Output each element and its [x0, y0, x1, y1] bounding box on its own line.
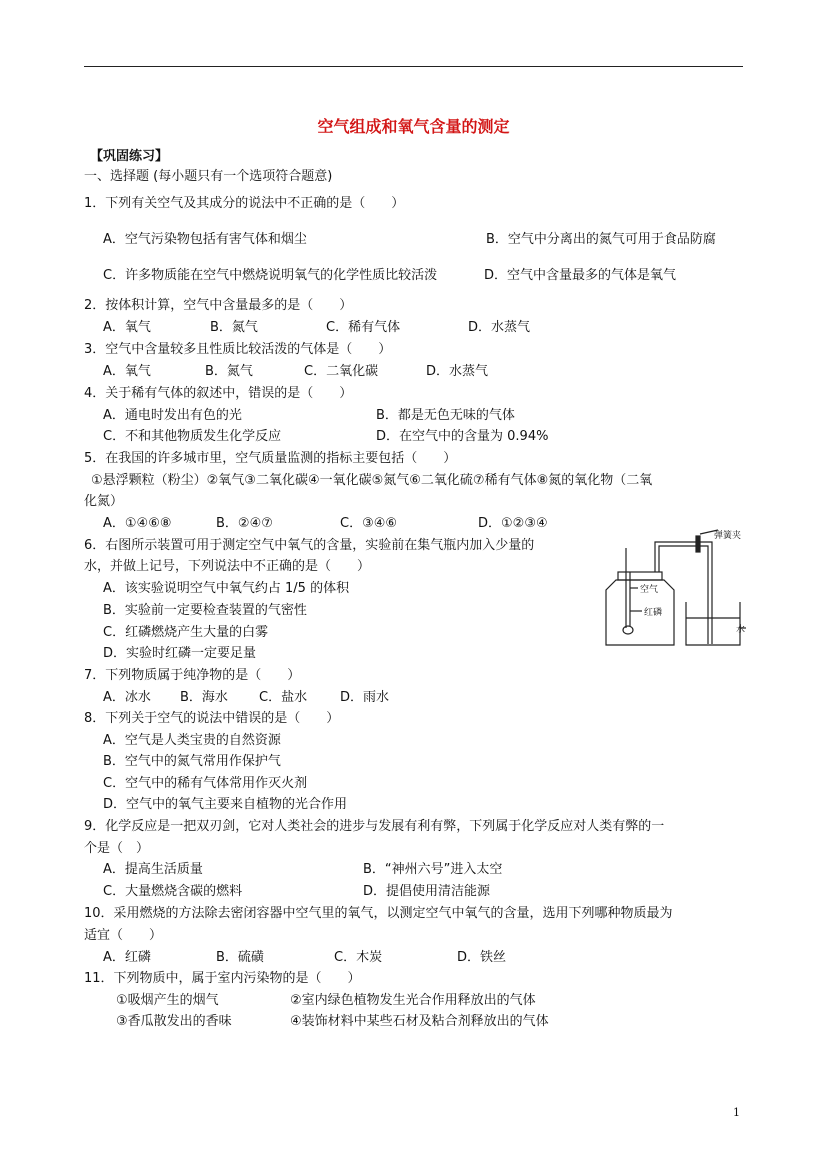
q3-option-d: D．水蒸气: [426, 364, 489, 379]
q5-option-c: C．③④⑥: [340, 516, 398, 531]
q1-option-a: A．空气污染物包括有害气体和烟尘: [103, 232, 307, 247]
q7-option-b: B．海水: [180, 690, 228, 705]
q4-option-b: B．都是无色无味的气体: [376, 408, 515, 423]
q8-stem: 8．下列关于空气的说法中错误的是（ ）: [84, 711, 340, 726]
header-rule: [84, 66, 743, 67]
q8-option-d: D．空气中的氧气主要来自植物的光合作用: [103, 797, 348, 812]
q9-stem-line2: 个是（ ）: [84, 841, 150, 856]
q11-stem: 11．下列物质中，属于室内污染物的是（ ）: [84, 971, 361, 986]
q2-stem: 2．按体积计算，空气中含量最多的是（ ）: [84, 298, 353, 313]
q11-item-1: ①吸烟产生的烟气: [116, 993, 219, 1008]
q6-option-c: C．红磷燃烧产生大量的白雾: [103, 625, 269, 640]
q10-option-c: C．木炭: [334, 950, 383, 965]
q10-stem-line2: 适宜（ ）: [84, 928, 163, 943]
q2-option-b: B．氮气: [210, 320, 258, 335]
q4-option-a: A．通电时发出有色的光: [103, 408, 242, 423]
q5-option-b: B．②④⑦: [216, 516, 273, 531]
page-title: 空气组成和氧气含量的测定: [317, 117, 510, 136]
q2-option-a: A．氧气: [103, 320, 151, 335]
q5-stem: 5．在我国的许多城市里，空气质量监测的指标主要包括（ ）: [84, 451, 457, 466]
q8-option-a: A．空气是人类宝贵的自然资源: [103, 733, 281, 748]
q8-option-b: B．空气中的氮气常用作保护气: [103, 754, 281, 769]
q3-stem: 3．空气中含量较多且性质比较活泼的气体是（ ）: [84, 342, 392, 357]
q2-option-c: C．稀有气体: [326, 320, 401, 335]
section-intro: 一、选择题 (每小题只有一个选项符合题意): [84, 169, 333, 184]
q3-option-c: C．二氧化碳: [304, 364, 379, 379]
q5-option-d: D．①②③④: [478, 516, 548, 531]
q9-option-d: D．提倡使用清洁能源: [363, 884, 491, 899]
q4-option-c: C．不和其他物质发生化学反应: [103, 429, 282, 444]
q10-option-b: B．硫磺: [216, 950, 264, 965]
q1-option-b: B．空气中分离出的氮气可用于食品防腐: [486, 232, 716, 247]
q2-option-d: D．水蒸气: [468, 320, 531, 335]
q9-option-c: C．大量燃烧含碳的燃料: [103, 884, 243, 899]
q10-stem-line1: 10．采用燃烧的方法除去密闭容器中空气里的氧气，以测定空气中氧气的含量，选用下列哪种物质最为: [84, 906, 673, 921]
q11-item-3: ③香瓜散发出的香味: [116, 1014, 232, 1029]
q11-item-2: ②室内绿色植物发生光合作用释放出的气体: [290, 993, 536, 1008]
q9-option-b: B．“神州六号”进入太空: [363, 862, 503, 877]
q3-option-a: A．氧气: [103, 364, 151, 379]
q5-option-a: A．①④⑥⑧: [103, 516, 172, 531]
q4-option-d: D．在空气中的含量为 0.94%: [376, 429, 549, 444]
q6-option-b: B．实验前一定要检查装置的气密性: [103, 603, 307, 618]
q5-list-line2: 化氮）: [84, 494, 124, 509]
figure-label-clip: 弹簧夹: [714, 531, 742, 541]
q7-stem: 7．下列物质属于纯净物的是（ ）: [84, 668, 301, 683]
q9-stem-line1: 9．化学反应是一把双刃剑，它对人类社会的进步与发展有利有弊，下列属于化学反应对人类有弊的一: [84, 819, 665, 834]
q5-list-line1: ①悬浮颗粒（粉尘）②氧气③二氧化碳④一氧化碳⑤氮气⑥二氧化硫⑦稀有气体⑧氮的氧化物（二氧: [91, 473, 653, 488]
q7-option-a: A．冰水: [103, 690, 151, 705]
q1-option-c: C．许多物质能在空气中燃烧说明氧气的化学性质比较活泼: [103, 268, 438, 283]
figure-label-air: 空气: [640, 585, 659, 595]
q6-option-a: A．该实验说明空气中氧气约占 1/5 的体积: [103, 581, 350, 596]
figure-label-phosphorus: 红磷: [644, 608, 663, 618]
q3-option-b: B．氮气: [205, 364, 253, 379]
q4-stem: 4．关于稀有气体的叙述中，错误的是（ ）: [84, 386, 353, 401]
q6-option-d: D．实验时红磷一定要足量: [103, 646, 257, 661]
q11-item-4: ④装饰材料中某些石材及粘合剂释放出的气体: [290, 1014, 549, 1029]
page-number: 1: [733, 1106, 740, 1119]
q6-stem-line1: 6．右图所示装置可用于测定空气中氧气的含量，实验前在集气瓶内加入少量的: [84, 538, 535, 553]
q1-option-d: D．空气中含量最多的气体是氧气: [484, 268, 677, 283]
q8-option-c: C．空气中的稀有气体常用作灭火剂: [103, 776, 308, 791]
q7-option-c: C．盐水: [259, 690, 308, 705]
q7-option-d: D．雨水: [340, 690, 390, 705]
q9-option-a: A．提高生活质量: [103, 862, 203, 877]
q10-option-a: A．红磷: [103, 950, 151, 965]
oxygen-measurement-apparatus-figure: [600, 528, 752, 650]
section-heading: 【巩固练习】: [90, 149, 169, 164]
q6-stem-line2: 水，并做上记号，下列说法中不正确的是（ ）: [84, 559, 371, 574]
figure-label-water: 水: [736, 625, 746, 635]
q10-option-d: D．铁丝: [457, 950, 507, 965]
q1-stem: 1．下列有关空气及其成分的说法中不正确的是（ ）: [84, 196, 405, 211]
